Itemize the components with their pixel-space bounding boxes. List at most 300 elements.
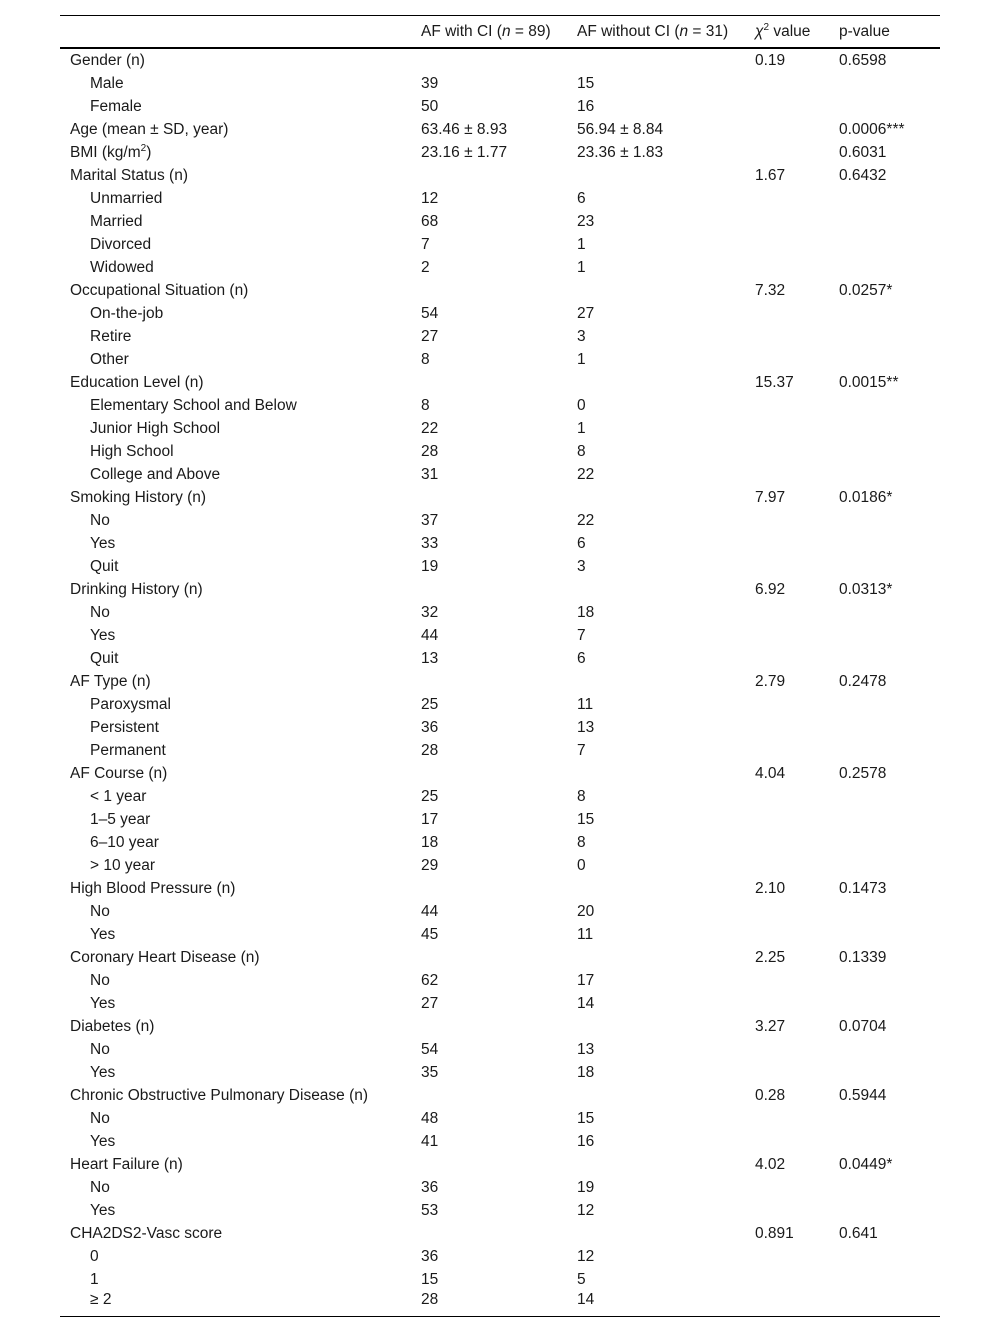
value-af-with-ci: 12 [421,189,439,207]
value-p [839,854,940,877]
value-p [839,1268,940,1291]
row-label: No [90,1109,110,1127]
row-label: No [90,603,110,621]
row-label: BMI $(kg/m^2)$ [70,142,152,161]
value-p [839,693,940,716]
row-label: Yes [90,626,116,644]
value-chi-square: 4.02 [755,1155,786,1173]
row-label: Permanent [90,741,166,759]
value-p: 0.0186* [839,488,893,506]
value-af-without-ci: 16 [577,97,595,115]
row-label: Heart Failure (n) [70,1155,183,1173]
row-label: Yes [90,1132,116,1150]
value-af-without-ci: 7 [577,626,586,644]
value-af-without-ci [577,578,755,601]
row-label: College and Above [90,465,221,483]
value-chi-square [755,463,839,486]
value-af-with-ci [421,164,577,187]
value-chi-square: 0.891 [755,1224,794,1242]
value-p [839,532,940,555]
value-af-without-ci: 12 [577,1247,595,1265]
header-characteristic [60,16,421,49]
value-af-with-ci: 50 [421,97,439,115]
table-subrow [60,1291,940,1317]
value-af-without-ci [577,1222,755,1245]
value-af-with-ci: 36 [421,1178,439,1196]
row-label: Yes [90,1063,116,1081]
value-chi-square [755,1107,839,1130]
row-label: Divorced [90,235,152,253]
table-row [60,1222,940,1245]
table-subrow [60,532,940,555]
value-af-with-ci: 8 [421,350,430,368]
value-af-without-ci: 19 [577,1178,595,1196]
table-subrow [60,555,940,578]
table-subrow [60,256,940,279]
row-label: No [90,1040,110,1058]
value-chi-square [755,1176,839,1199]
value-af-without-ci: 8 [577,787,586,805]
table-subrow [60,509,940,532]
row-label: Married [90,212,143,230]
header-af-without-ci: AF without CI (n = 31) [577,16,755,49]
value-chi-square [755,1130,839,1153]
table-container [60,15,940,1317]
value-af-with-ci: 31 [421,465,439,483]
value-p [839,601,940,624]
row-label: Unmarried [90,189,163,207]
value-af-with-ci: 48 [421,1109,439,1127]
value-af-without-ci: 8 [577,833,586,851]
value-af-with-ci [421,578,577,601]
row-label: Smoking History (n) [70,488,207,506]
value-p [839,923,940,946]
table-subrow [60,394,940,417]
value-af-with-ci [421,279,577,302]
value-af-without-ci: 13 [577,718,595,736]
value-p [839,440,940,463]
value-af-without-ci [577,164,755,187]
value-af-without-ci: 6 [577,534,586,552]
row-label: ≥ 2 [60,1291,421,1317]
value-af-with-ci [421,1153,577,1176]
table-subrow [60,95,940,118]
value-chi-square [755,992,839,1015]
characteristics-table [60,15,940,1317]
value-p [839,325,940,348]
value-af-without-ci: 56.94 ± 8.84 [577,120,664,138]
value-p [839,302,940,325]
value-af-with-ci: 19 [421,557,439,575]
table-subrow [60,854,940,877]
value-af-with-ci: 7 [421,235,430,253]
value-chi-square [755,417,839,440]
value-chi-square [755,95,839,118]
value-af-with-ci [421,946,577,969]
value-p: 0.2478 [839,672,887,690]
value-p [839,1291,940,1317]
value-af-without-ci: 22 [577,465,595,483]
value-p: 0.0449* [839,1155,893,1173]
value-af-without-ci: 22 [577,511,595,529]
value-af-without-ci: 20 [577,902,595,920]
value-p [839,831,940,854]
value-af-without-ci: 11 [577,695,594,713]
row-label: Female [90,97,142,115]
header-p-value: p-value [839,16,940,49]
value-af-with-ci: 8 [421,396,430,414]
value-af-without-ci [577,1084,755,1107]
table-row [60,1084,940,1107]
value-af-without-ci: 23 [577,212,595,230]
table-subrow [60,1268,940,1291]
value-af-with-ci: 29 [421,856,439,874]
row-label: 0 [90,1247,99,1265]
table-subrow [60,900,940,923]
value-af-with-ci [421,670,577,693]
value-p [839,1061,940,1084]
table-subrow [60,463,940,486]
row-label: 6–10 year [90,833,159,851]
table-subrow [60,624,940,647]
value-chi-square [755,785,839,808]
table-row [60,670,940,693]
table-row [60,279,940,302]
table-subrow [60,785,940,808]
value-chi-square [755,187,839,210]
row-label: Drinking History (n) [70,580,203,598]
value-af-with-ci: 68 [421,212,439,230]
value-af-without-ci: 0 [577,396,586,414]
row-label: Retire [90,327,132,345]
row-label: Gender (n) [70,51,145,69]
value-af-with-ci: 45 [421,925,439,943]
value-chi-square [755,854,839,877]
value-af-with-ci: 25 [421,695,439,713]
value-chi-square [755,900,839,923]
value-af-without-ci: 14 [577,994,595,1012]
row-label: No [90,902,110,920]
row-label: High School [90,442,174,460]
row-label: Junior High School [90,419,221,437]
value-chi-square [755,1038,839,1061]
value-af-without-ci: 12 [577,1201,595,1219]
table-subrow [60,1176,940,1199]
table-subrow [60,739,940,762]
value-af-without-ci: 23.36 ± 1.83 [577,143,664,161]
value-chi-square: 15.37 [755,373,794,391]
row-label: Yes [90,994,116,1012]
table-subrow [60,1199,940,1222]
value-p [839,1176,940,1199]
value-af-without-ci [577,670,755,693]
row-label: Quit [90,557,119,575]
value-p [839,210,940,233]
value-af-with-ci: 36 [421,1247,439,1265]
value-af-with-ci: 63.46 ± 8.93 [421,120,508,138]
row-label: AF Type (n) [70,672,151,690]
value-chi-square: 3.27 [755,1017,786,1035]
table-row [60,762,940,785]
value-chi-square [755,831,839,854]
value-p [839,555,940,578]
value-chi-square [755,532,839,555]
value-af-without-ci [577,1153,755,1176]
value-chi-square [755,716,839,739]
row-label: Yes [90,534,116,552]
table-row [60,1015,940,1038]
value-p [839,1130,940,1153]
row-label: Quit [90,649,119,667]
value-p: 0.6432 [839,166,887,184]
value-chi-square [755,739,839,762]
value-af-without-ci: 1 [577,258,586,276]
table-subrow [60,1107,940,1130]
value-af-without-ci: 18 [577,603,595,621]
value-af-with-ci: 33 [421,534,439,552]
row-label: Male [90,74,124,92]
value-af-without-ci: 3 [577,327,586,345]
value-af-without-ci: 15 [577,74,595,92]
value-p: 0.641 [839,1224,878,1242]
value-chi-square [755,555,839,578]
value-af-with-ci: 53 [421,1201,439,1219]
value-af-without-ci: 5 [577,1270,586,1288]
value-chi-square [755,693,839,716]
row-label: Yes [90,925,116,943]
value-af-without-ci: 1 [577,350,586,368]
value-p [839,808,940,831]
value-chi-square: 0.28 [755,1086,786,1104]
value-af-without-ci: 1 [577,235,586,253]
value-af-with-ci [421,371,577,394]
row-label: Chronic Obstructive Pulmonary Disease (n) [70,1086,369,1104]
table-subrow [60,325,940,348]
row-label: Diabetes (n) [70,1017,155,1035]
value-p: 0.2578 [839,764,887,782]
value-chi-square: 2.10 [755,879,786,897]
value-chi-square: 2.79 [755,672,786,690]
value-p [839,624,940,647]
value-chi-square [755,1291,839,1317]
value-p [839,739,940,762]
value-af-with-ci: 28 [421,442,439,460]
value-chi-square: 7.32 [755,281,786,299]
value-af-without-ci [577,1015,755,1038]
value-p [839,256,940,279]
value-chi-square [755,624,839,647]
row-label: Occupational Situation (n) [70,281,249,299]
value-af-with-ci [421,1015,577,1038]
row-label: Paroxysmal [90,695,171,713]
value-af-without-ci: 6 [577,189,586,207]
row-label: Elementary School and Below [90,396,297,414]
table-subrow [60,601,940,624]
value-af-with-ci: 62 [421,971,439,989]
table-subrow [60,233,940,256]
value-p: 0.0704 [839,1017,887,1035]
table-row [60,164,940,187]
value-p [839,992,940,1015]
value-af-with-ci [421,48,577,72]
value-af-without-ci [577,946,755,969]
value-p [839,463,940,486]
table-row [60,118,940,141]
value-af-without-ci [577,877,755,900]
value-p [839,1107,940,1130]
value-chi-square [755,302,839,325]
value-p: 0.0257* [839,281,893,299]
table-subrow [60,417,940,440]
row-label: < 1 year [90,787,147,805]
value-af-with-ci: 36 [421,718,439,736]
value-af-with-ci: 41 [421,1132,439,1150]
value-af-with-ci: 27 [421,994,439,1012]
value-p [839,785,940,808]
table-row [60,48,940,72]
value-af-with-ci: 18 [421,833,439,851]
value-p [839,417,940,440]
value-af-with-ci [421,762,577,785]
table-header-row [60,16,940,49]
value-p: 0.0006*** [839,120,905,138]
table-subrow [60,1245,940,1268]
value-p [839,233,940,256]
value-chi-square [755,1245,839,1268]
value-af-without-ci: 6 [577,649,586,667]
table-subrow [60,647,940,670]
value-chi-square [755,394,839,417]
table-row [60,877,940,900]
value-chi-square [755,1061,839,1084]
value-af-with-ci: 2 [421,258,430,276]
table-row [60,946,940,969]
table-row [60,578,940,601]
value-af-without-ci [577,279,755,302]
table-subrow [60,923,940,946]
row-label: Other [90,350,129,368]
value-p [839,95,940,118]
value-p [839,72,940,95]
value-chi-square [755,923,839,946]
table-row [60,1153,940,1176]
value-chi-square [755,969,839,992]
value-af-with-ci: 35 [421,1063,439,1081]
value-af-without-ci [577,48,755,72]
value-af-without-ci: 8 [577,442,586,460]
value-chi-square [755,440,839,463]
value-p [839,900,940,923]
value-af-with-ci: 54 [421,304,439,322]
value-af-with-ci: 15 [421,1270,439,1288]
value-af-without-ci [577,486,755,509]
value-af-with-ci: 37 [421,511,439,529]
value-af-with-ci: 25 [421,787,439,805]
value-af-without-ci: 7 [577,741,586,759]
value-af-with-ci [421,1222,577,1245]
table-subrow [60,693,940,716]
row-label: CHA2DS2-Vasc score [70,1224,223,1242]
value-af-without-ci: 16 [577,1132,595,1150]
row-label: Widowed [90,258,154,276]
row-label: Persistent [90,718,159,736]
value-chi-square [755,1268,839,1291]
value-p [839,647,940,670]
row-label: Yes [90,1201,116,1219]
value-af-without-ci: 17 [577,971,595,989]
value-af-with-ci: 44 [421,626,439,644]
value-chi-square [755,141,839,164]
value-chi-square [755,509,839,532]
table-body [60,48,940,1317]
table-subrow [60,440,940,463]
value-p [839,716,940,739]
value-chi-square [755,72,839,95]
value-af-with-ci: 28 [421,1291,577,1317]
value-p: 0.0313* [839,580,893,598]
value-p [839,1199,940,1222]
row-label: High Blood Pressure (n) [70,879,236,897]
value-af-with-ci: 32 [421,603,439,621]
table-subrow [60,187,940,210]
table-subrow [60,969,940,992]
value-af-without-ci: 14 [577,1291,755,1317]
value-p [839,1245,940,1268]
value-af-with-ci: 54 [421,1040,439,1058]
table-row [60,141,940,164]
row-label: No [90,1178,110,1196]
row-label: Coronary Heart Disease (n) [70,948,260,966]
value-chi-square: 0.19 [755,51,786,69]
value-chi-square: 7.97 [755,488,786,506]
value-af-with-ci: 22 [421,419,439,437]
value-p [839,969,940,992]
table-subrow [60,716,940,739]
table-subrow [60,992,940,1015]
value-p: 0.5944 [839,1086,887,1104]
value-chi-square [755,601,839,624]
value-af-with-ci: 17 [421,810,439,828]
table-subrow [60,348,940,371]
row-label: Age (mean ± SD, year) [70,120,229,138]
table-row [60,371,940,394]
table-subrow [60,808,940,831]
value-af-without-ci: 27 [577,304,595,322]
table-row [60,486,940,509]
value-af-without-ci: 11 [577,925,594,943]
value-p: 0.6598 [839,51,887,69]
value-af-without-ci [577,762,755,785]
row-label: 1 [90,1270,99,1288]
value-p: 0.1339 [839,948,887,966]
value-p [839,348,940,371]
header-af-with-ci: AF with CI (n = 89) [421,16,577,49]
value-af-without-ci: 3 [577,557,586,575]
value-p [839,394,940,417]
row-label: 1–5 year [90,810,151,828]
value-p: 0.6031 [839,143,887,161]
value-af-without-ci: 15 [577,1109,595,1127]
table-subrow [60,1130,940,1153]
row-label: Education Level (n) [70,373,204,391]
value-p [839,1038,940,1061]
value-af-without-ci: 1 [577,419,586,437]
value-af-with-ci [421,486,577,509]
header-chi-square: $\chi^2$ value [755,16,839,49]
row-label: AF Course (n) [70,764,168,782]
row-label: On-the-job [90,304,164,322]
value-af-without-ci: 15 [577,810,595,828]
